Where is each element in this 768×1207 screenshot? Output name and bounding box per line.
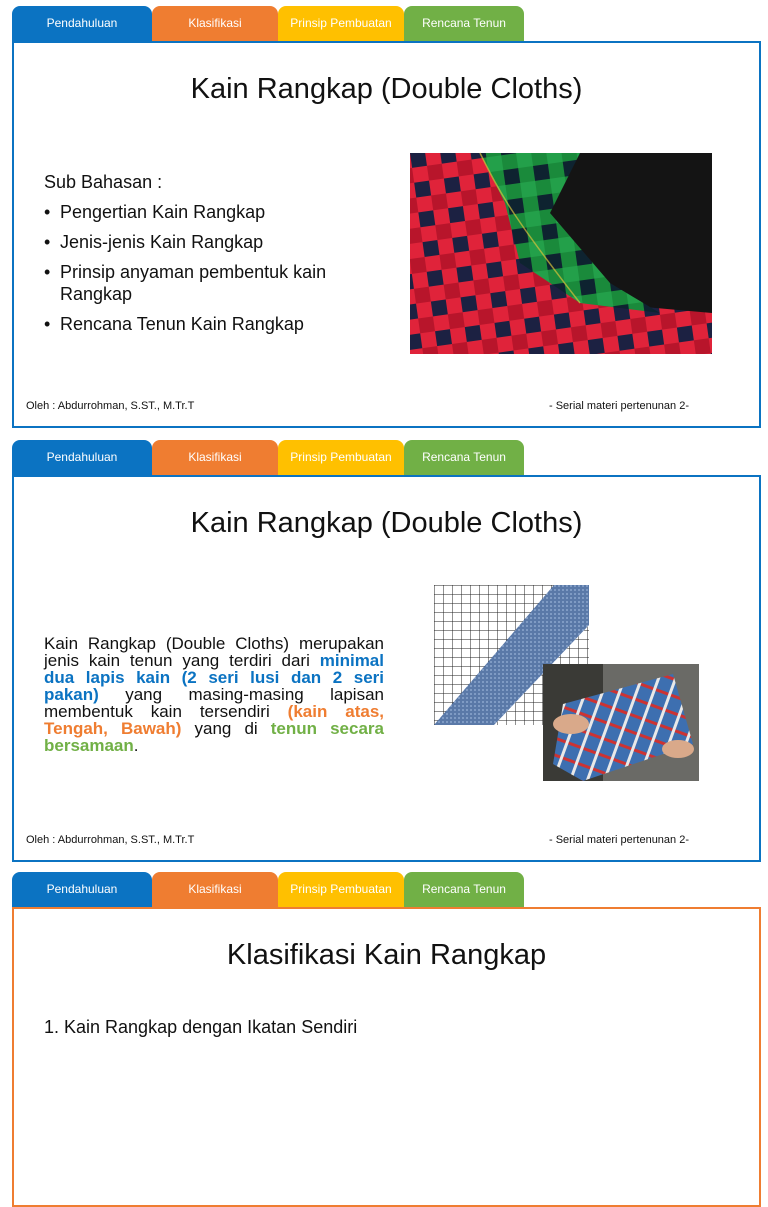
tab-prinsip-pembuatan[interactable]: Prinsip Pembuatan <box>278 6 404 42</box>
nav-tabs <box>12 6 524 42</box>
text-run: yang masing-masing lapisan membentuk kain tersendiri <box>44 685 384 721</box>
slide-frame <box>12 41 761 428</box>
definition-paragraph <box>44 635 384 754</box>
sub-topics <box>44 171 340 343</box>
text-run: . <box>133 736 139 755</box>
slide-title: Klasifikasi Kain Rangkap <box>226 939 547 971</box>
highlight-orange: (kain atas, Tengah, Bawah) <box>44 702 384 738</box>
nav-tabs <box>12 440 524 476</box>
text-run: Kain Rangkap (Double Cloths) merupakan jenis kain tenun yang terdiri dari <box>44 634 384 670</box>
tab-klasifikasi[interactable]: Klasifikasi <box>152 440 278 476</box>
slide-frame <box>12 907 761 1207</box>
list-item: • Prinsip anyaman pembentuk kain Rangkap <box>44 261 340 305</box>
slide-title: Kain Rangkap (Double Cloths) <box>190 73 583 105</box>
highlight-green: tenun secara bersamaan <box>44 719 384 755</box>
tab-pendahuluan[interactable]: Pendahuluan <box>12 6 152 42</box>
topic-list <box>44 201 340 335</box>
tab-rencana-tenun[interactable]: Rencana Tenun <box>404 872 524 908</box>
tab-klasifikasi[interactable]: Klasifikasi <box>152 6 278 42</box>
list-item: • Rencana Tenun Kain Rangkap <box>44 313 340 335</box>
tab-rencana-tenun[interactable]: Rencana Tenun <box>404 6 524 42</box>
footer-author: Oleh : Abdurrohman, S.ST., M.Tr.T <box>26 834 195 846</box>
plaid-fabric-image <box>410 153 712 354</box>
tab-pendahuluan[interactable]: Pendahuluan <box>12 872 152 908</box>
tab-rencana-tenun[interactable]: Rencana Tenun <box>404 440 524 476</box>
list-item: • Pengertian Kain Rangkap <box>44 201 340 223</box>
footer-author: Oleh : Abdurrohman, S.ST., M.Tr.T <box>26 400 195 412</box>
hand-fabric-image <box>543 664 699 781</box>
tab-prinsip-pembuatan[interactable]: Prinsip Pembuatan <box>278 440 404 476</box>
text-run: yang di <box>181 719 271 738</box>
slide-frame <box>12 475 761 862</box>
sub-heading: Sub Bahasan : <box>44 172 163 192</box>
footer-series: - Serial materi pertenunan 2- <box>548 834 689 846</box>
tab-klasifikasi[interactable]: Klasifikasi <box>152 872 278 908</box>
tab-pendahuluan[interactable]: Pendahuluan <box>12 440 152 476</box>
list-item: 1. Kain Rangkap dengan Ikatan Sendiri <box>44 1017 358 1037</box>
slide-title: Kain Rangkap (Double Cloths) <box>190 507 583 539</box>
tab-prinsip-pembuatan[interactable]: Prinsip Pembuatan <box>278 872 404 908</box>
slide-2 <box>0 434 768 864</box>
nav-tabs <box>12 872 524 908</box>
highlight-blue: minimal dua lapis kain (2 seri lusi dan 2 seri pakan) <box>44 651 384 704</box>
slide-1 <box>0 0 768 430</box>
footer-series: - Serial materi pertenunan 2- <box>548 400 689 412</box>
slide-3 <box>0 866 768 1037</box>
list-item: • Jenis-jenis Kain Rangkap <box>44 231 340 253</box>
